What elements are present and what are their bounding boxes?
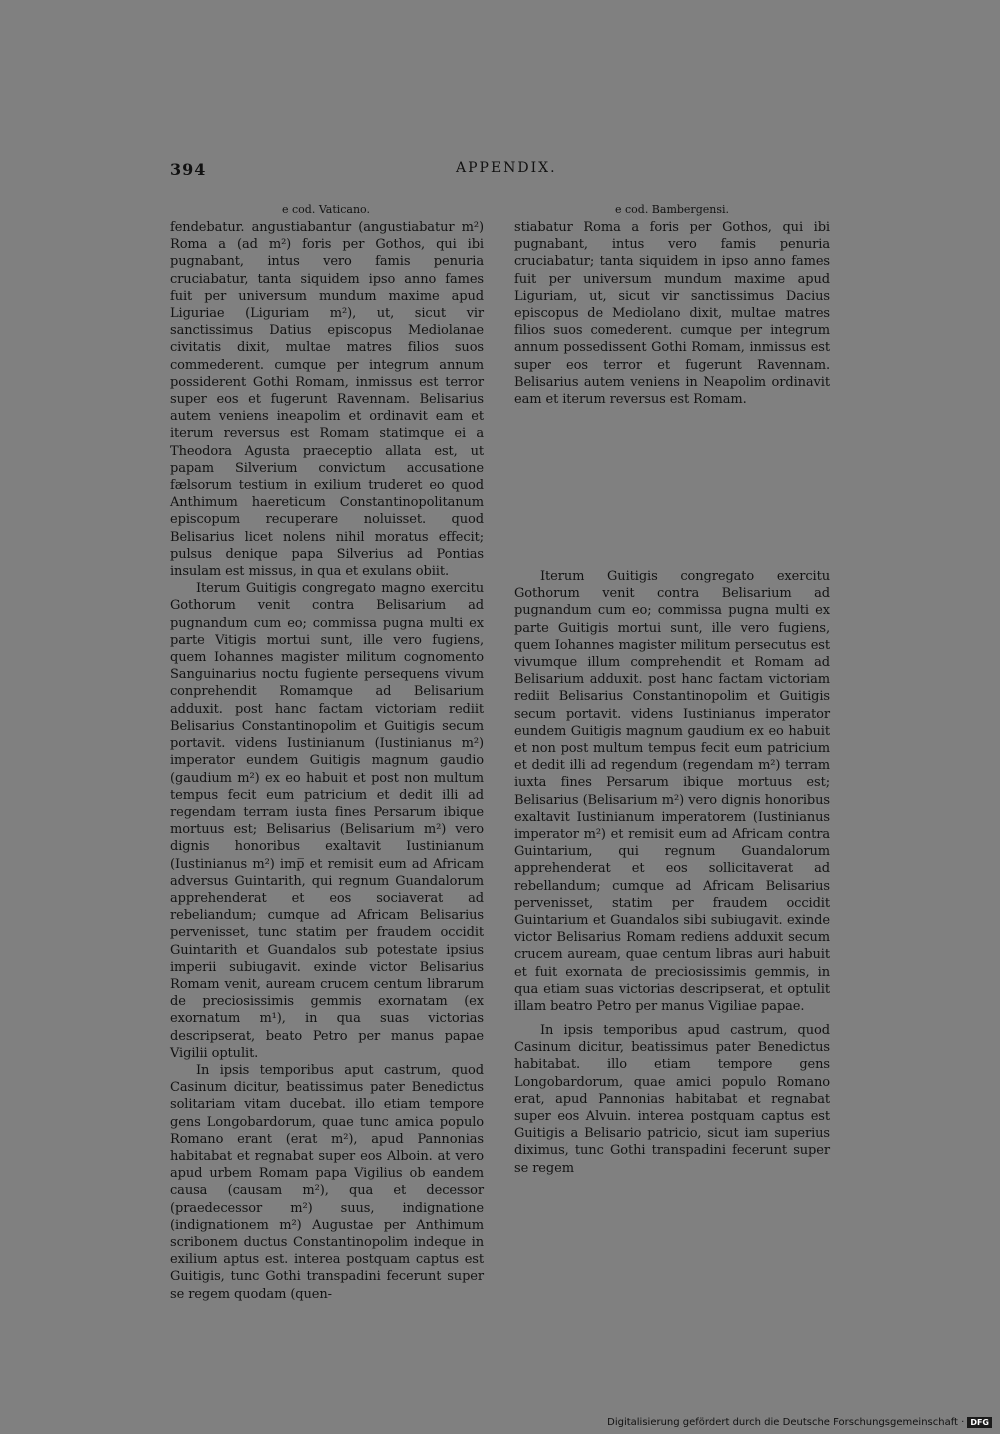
page-header xyxy=(170,160,557,182)
right-column-text-2 xyxy=(514,568,830,1015)
right-paragraph-1: stiabatur Roma a foris per Gothos, qui ibi pugnabant, intus vero famis penuria cruciabatur; tanta siquidem in ipso anno fames fuit per universum mundum maxime apud Liguriam, ut, sicut vir sanctissimus Dacius episcopus de Mediolano dixit, multae matres filios suos comederent. cumque per integrum annum possedissent Gothi Romam, inmissus est super eos terror et fugerunt Ravennam. Belisarius autem veniens in Neapolim ordinavit eam et iterum reversus est Romam. xyxy=(514,220,830,408)
running-title: APPENDIX. xyxy=(456,160,557,176)
right-column-text-3 xyxy=(514,1022,830,1177)
right-column-heading: e cod. Bambergensi. xyxy=(614,203,729,216)
page-number: 394 xyxy=(170,160,207,179)
left-column-text xyxy=(170,219,484,1303)
right-paragraph-3: In ipsis temporibus apud castrum, quod Casinum dicitur, beatissimus pater Benedictus habitabat. illo etiam tempore gens Longobardorum, quae amici populo Romano erat, apud Pannonias habitabat et regnabat super eos Alvuin. interea postquam captus est Guitigis a Belisario patricio, sicut iam superius diximus, tunc Gothi transpadini fecerunt super se regem xyxy=(514,1023,830,1176)
left-paragraph-1: fendebatur. angustiabantur (angustiabatur m²) Roma a (ad m²) foris per Gothos, qui ibi pugnabant, intus vero famis penuria cruciabatur, tanta siquidem ipso anno fames fuit per universum mundum maxime apud Liguriae (Liguriam m²), ut, sicut vir sanctissimus Datius episcopus Mediolanae civitatis dixit, multae matres filios suos commederent. cumque per integrum annum possiderent Gothi Romam, inmissus est terror super eos et fugerunt Ravennam. Belisarius autem veniens ineapolim et ordinavit eam et iterum reversus est Romam statimque ei a Theodora Agusta praeceptio allata est, ut papam Silverium convictum accusatione fælsorum testium in exilium truderet eo quod Anthimum haereticum Constantinopolitanum episcopum recuperare noluisset. quod Belisarius licet nolens nihil moratus effecit; pulsus denique papa Silverius ad Pontias insulam est missus, in qua et exulans obiit. xyxy=(170,220,484,580)
right-column-text-1 xyxy=(514,219,830,408)
right-paragraph-2: Iterum Guitigis congregato exercitu Gothorum venit contra Belisarium ad pugnandum cum eo; commissa pugna multi ex parte Guitigis mortui sunt, ille vero fugiens, quem Iohannes magister militum persecutus est vivumque illum comprehendit et Romam ad Belisarium adduxit. post hanc factam victoriam rediit Belisarius Constantinopolim et Guitigis secum portavit. videns Iustinianus imperator eundem Guitigis magnum gaudium ex eo habuit et non post multum tempus fecit eum patricium et dedit illi ad regendum (regendam m²) terram iuxta fines Persarum ibique mortuus est; Belisarius (Belisarium m²) vero dignis honoribus exaltavit Iustinianum imperatorem (Iustinianus imperator m²) et remisit eum ad Africam contra Guintarium, qui regnum Guandalorum apprehenderat et eos sollicitaverat ad rebellandum; cumque ad Africam Belisarius pervenisset, statim per fraudem occidit Guintarium et Guandalos sibi subiugavit. exinde victor Belisarius Romam rediens adduxit secum crucem auream, quae centum libras auri habuit et fuit exornata de preciosissimis gemmis, in qua etiam suas victorias descripserat, et optulit illam beatro Petro per manus Vigiliae papae. xyxy=(514,569,830,1015)
footer-credit: Digitalisierung gefördert durch die Deutsche Forschungsgemeinschaft · xyxy=(607,1417,965,1428)
left-paragraph-3: In ipsis temporibus aput castrum, quod Casinum dicitur, beatissimus pater Benedictus solitariam vitam ducebat. illo etiam tempore gens Longobardorum, quae tunc amica populo Romano erant (erat m²), apud Pannonias habitabat et regnabat super eos Alboin. at vero apud urbem Romam papa Vigilius ob eandem causa (causam m²), qua et decessor (praedecessor m²) suus, indignatione (indignationem m²) Augustae per Anthimum scribonem ductus Constantinopolim indeque in exilium aptus est. interea postquam captus est Guitigis, tunc Gothi transpadini fecerunt super se regem quodam (quen- xyxy=(170,1062,484,1302)
left-paragraph-2: Iterum Guitigis congregato magno exercitu Gothorum venit contra Belisarium ad pugnandum cum eo; commissa pugna multi ex parte Vitigis mortui sunt, ille vero fugiens, quem Iohannes magister militum cognomento Sanguinarius noctu fugiente persequens vivum conprehendit Romamque ad Belisarium adduxit. post hanc factam victoriam rediit Belisarius Constantinopolim et Guitigis secum portavit. videns Iustinianum (Iustinianus m²) imperator eundem Guitigis magnum gaudio (gaudium m²) ex eo habuit et post non multum tempus fecit eum patricium et dedit illi ad regendam terram iusta fines Persarum ibique mortuus est; Belisarius (Belisarium m²) vero dignis honoribus exaltavit Iustinianum (Iustinianus m²) imp̅ et remisit eum ad Africam adversus Guintarith, qui regnum Guandalorum apprehenderat et eos sociaverat ad rebeliandum; cumque ad Africam Belisarius pervenisset, tunc statim per fraudem occidit Guintarith et Guandalos sub potestate ipsius imperii subiugavit. exinde victor Belisarius Romam venit, auream crucem centum librarum de preciosissimis gemmis exornatam (ex exornatum m¹), in qua suas victorias descripserat, beato Petro per manus papae Vigilii optulit. xyxy=(170,581,484,1061)
dfg-logo: DFG xyxy=(967,1417,992,1428)
digitization-footer xyxy=(607,1417,992,1428)
left-column-heading: e cod. Vaticano. xyxy=(282,203,370,216)
